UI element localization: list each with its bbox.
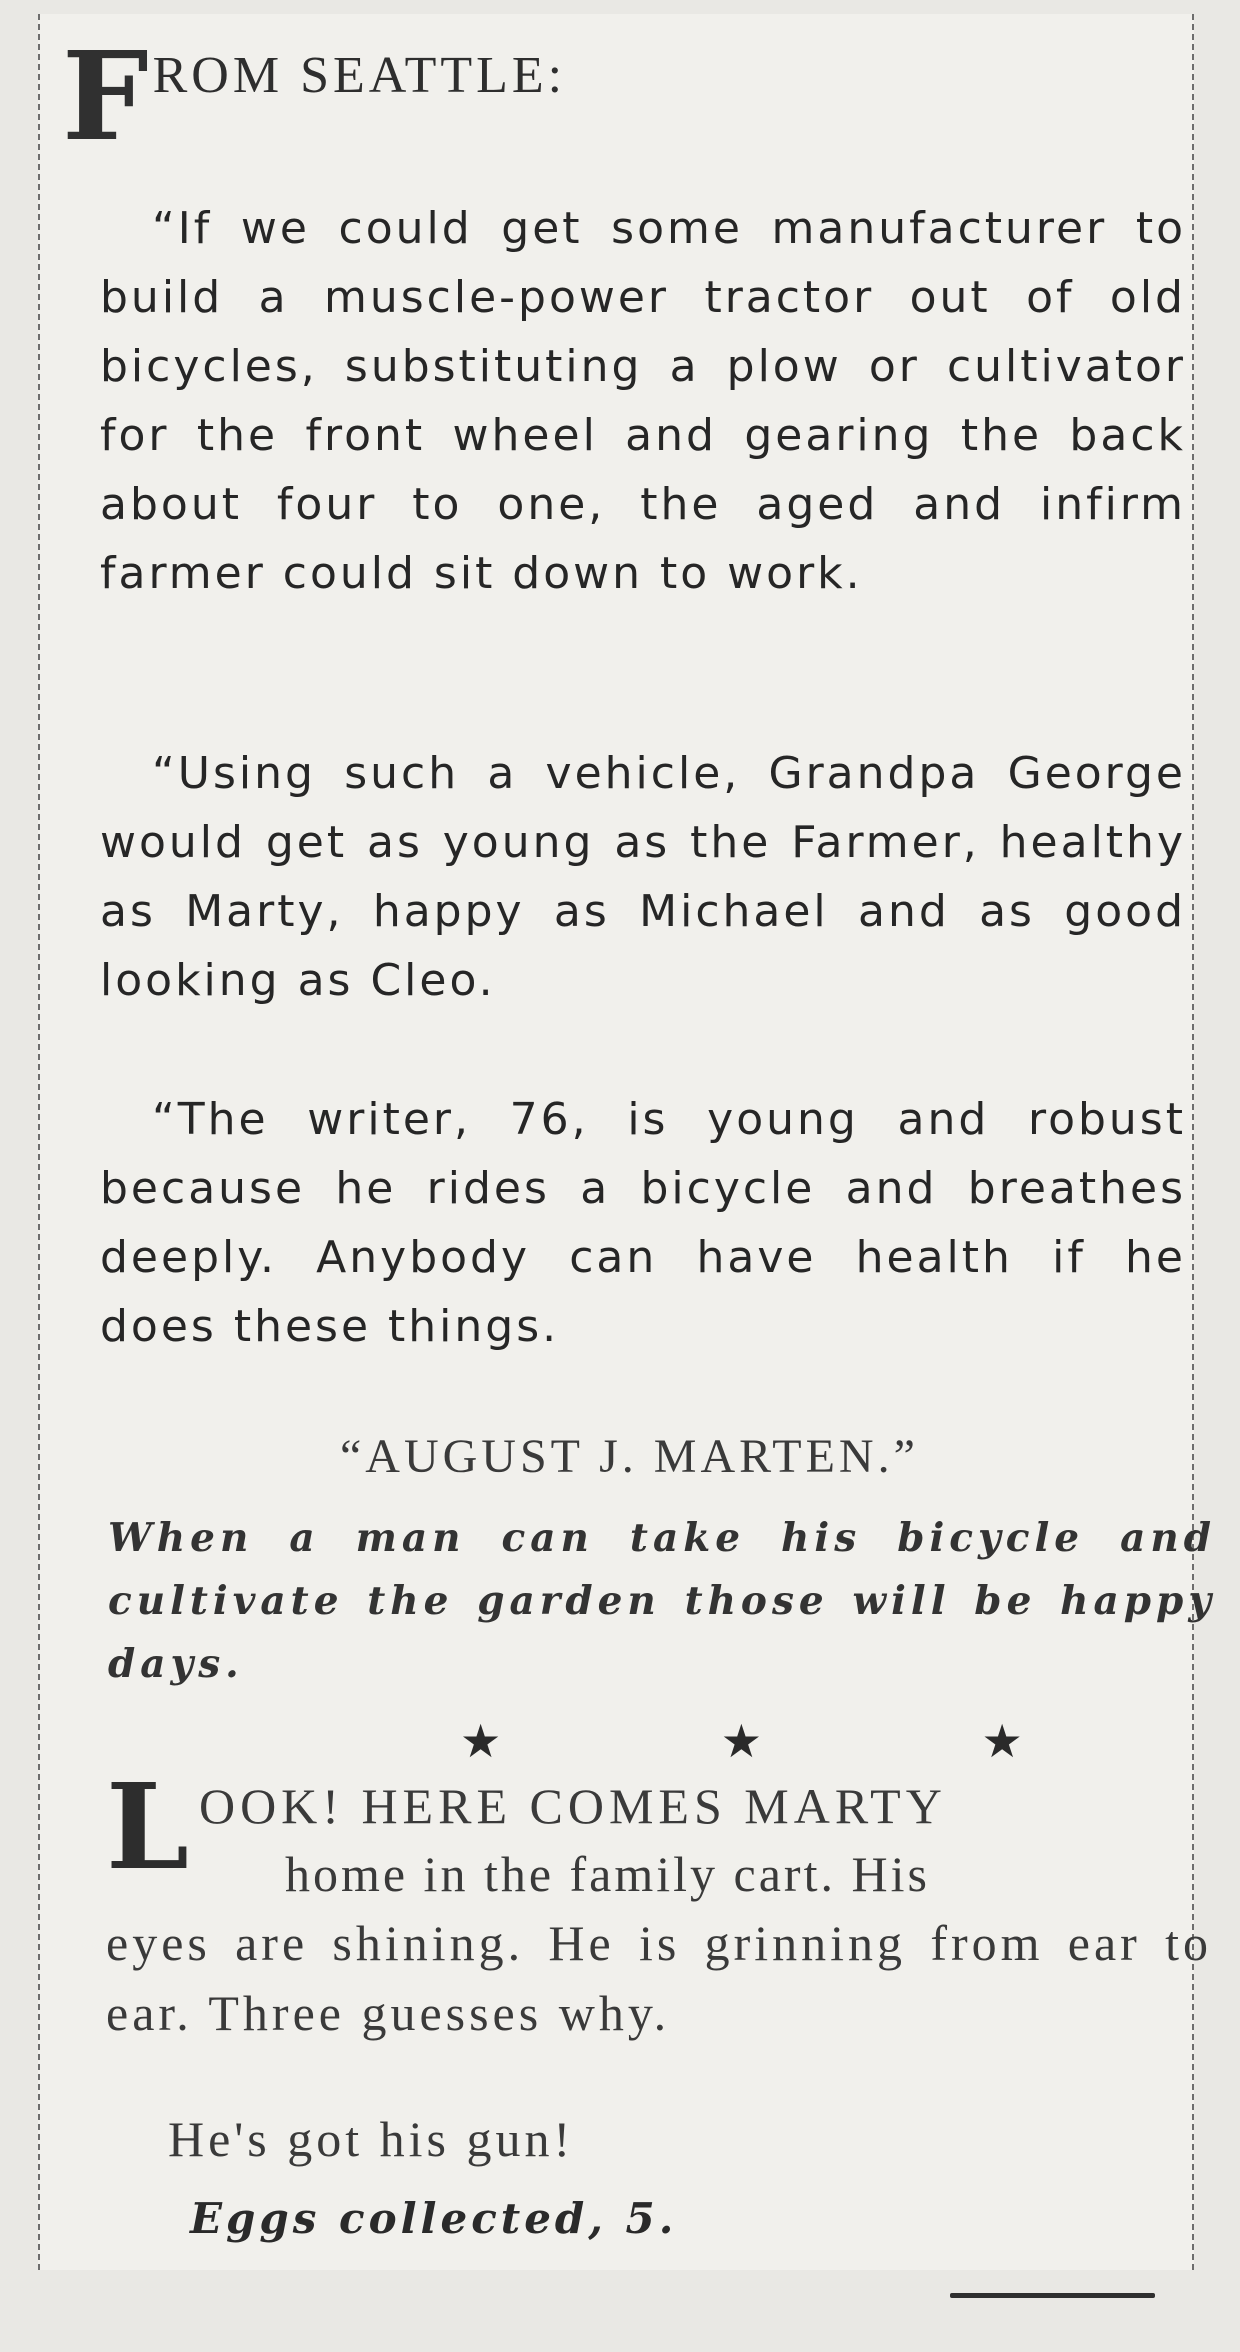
heading-text: ROM SEATTLE:	[152, 47, 567, 104]
marty-section	[106, 1757, 1212, 2048]
letter-paragraph-1: “If we could get some manufacturer to build a muscle-power tractor out of old bicycles, substituting a plow or cultivator for the front wheel and gearing the back about four to one, the aged and infirm farmer could sit down to work.	[100, 203, 1186, 599]
star-separator: ★ ★ ★	[460, 1716, 1127, 1767]
letter-paragraph-2: “Using such a vehicle, Grandpa George would get as young as the Farmer, healthy as Marty, happy as Michael and as good looking as Cleo.	[100, 748, 1186, 1006]
section-dropcap: L	[106, 1757, 189, 1896]
eggs-collected-line: Eggs collected, 5.	[190, 2194, 678, 2243]
letter-paragraph-3: “The writer, 76, is young and robust because he rides a bicycle and breathes deeply. Anybody can have health if he does these things.	[100, 1094, 1186, 1352]
clipping-edge-mark	[950, 2293, 1155, 2298]
section-body: eyes are shining. He is grinning from ear to ear. Three guesses why.	[106, 1915, 1212, 2041]
section-lead	[106, 1757, 1212, 1908]
newspaper-clipping	[38, 14, 1216, 2270]
column-heading	[62, 24, 567, 168]
section-lead-continuation: home in the family cart. His	[284, 1846, 930, 1902]
letter-signature: “AUGUST J. MARTEN.”	[340, 1430, 919, 1483]
section-lead-caps: OOK! HERE COMES MARTY	[198, 1778, 947, 1834]
columnist-comment: When a man can take his bicycle and cultivate the garden those will be happy days.	[108, 1515, 1216, 1687]
section-lead-lines	[199, 1772, 947, 1908]
heading-dropcap: F	[62, 24, 149, 168]
gun-line: He's got his gun!	[168, 2111, 575, 2167]
